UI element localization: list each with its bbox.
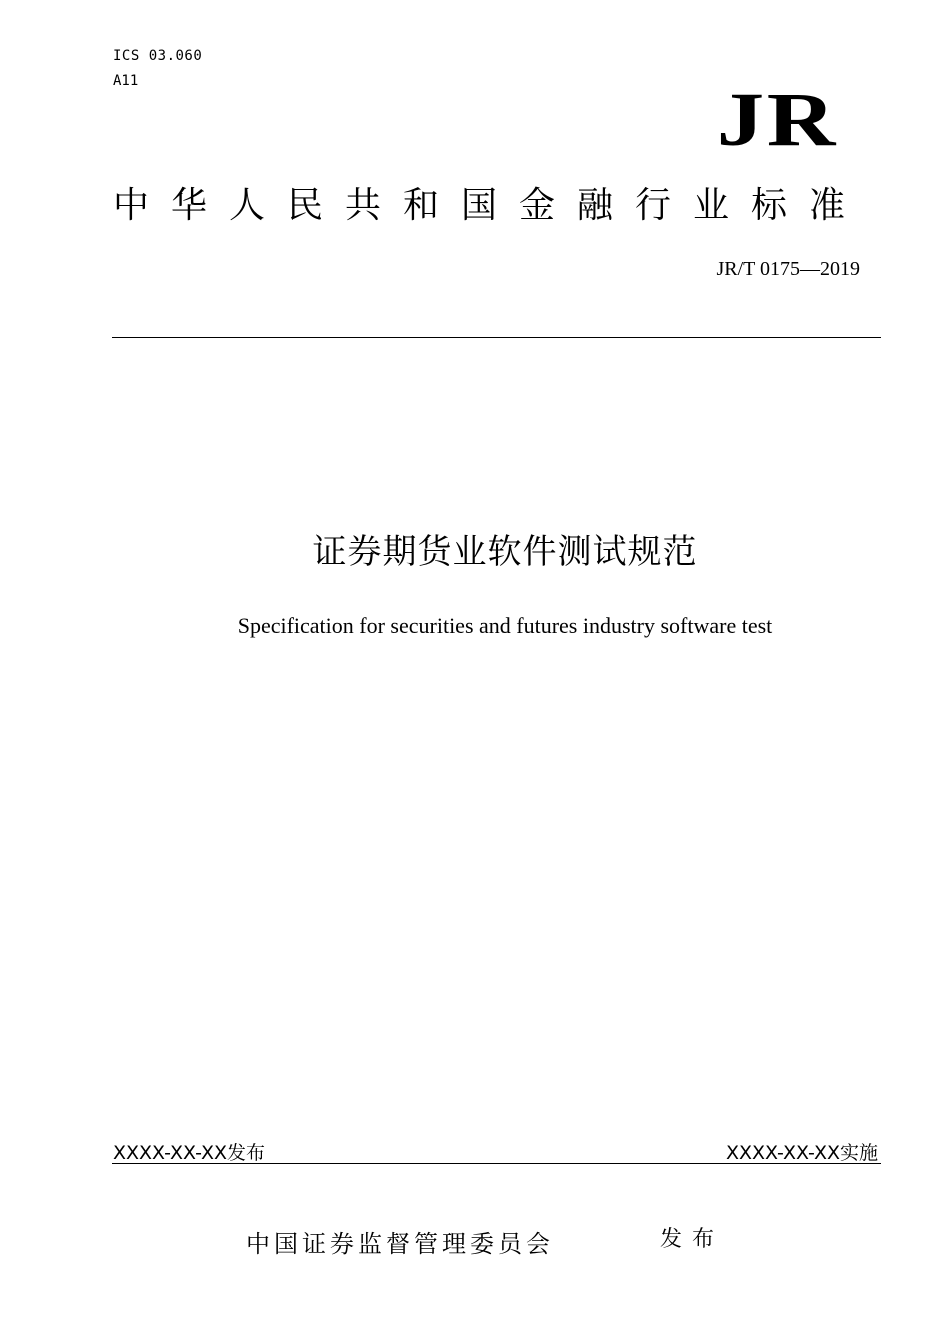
top-divider xyxy=(112,337,881,338)
issue-label: 发布 xyxy=(660,1227,725,1252)
implement-date: XXXX-XX-XX实施 xyxy=(725,1142,878,1164)
ccs-code: A11 xyxy=(113,73,139,89)
ics-code: ICS 03.060 xyxy=(113,48,203,64)
jr-logo: JR xyxy=(716,78,838,162)
issuer-name: 中国证券监督管理委员会 xyxy=(246,1230,554,1258)
standard-category-title: 中华人民共和国金融行业标准 xyxy=(113,185,868,226)
document-title: 证券期货业软件测试规范 xyxy=(312,532,698,572)
document-subtitle: Specification for securities and futures industry software test xyxy=(237,613,773,638)
standard-number: JR/T 0175—2019 xyxy=(716,258,860,280)
bottom-divider xyxy=(112,1163,881,1164)
publish-date: XXXX-XX-XX发布 xyxy=(113,1142,266,1164)
